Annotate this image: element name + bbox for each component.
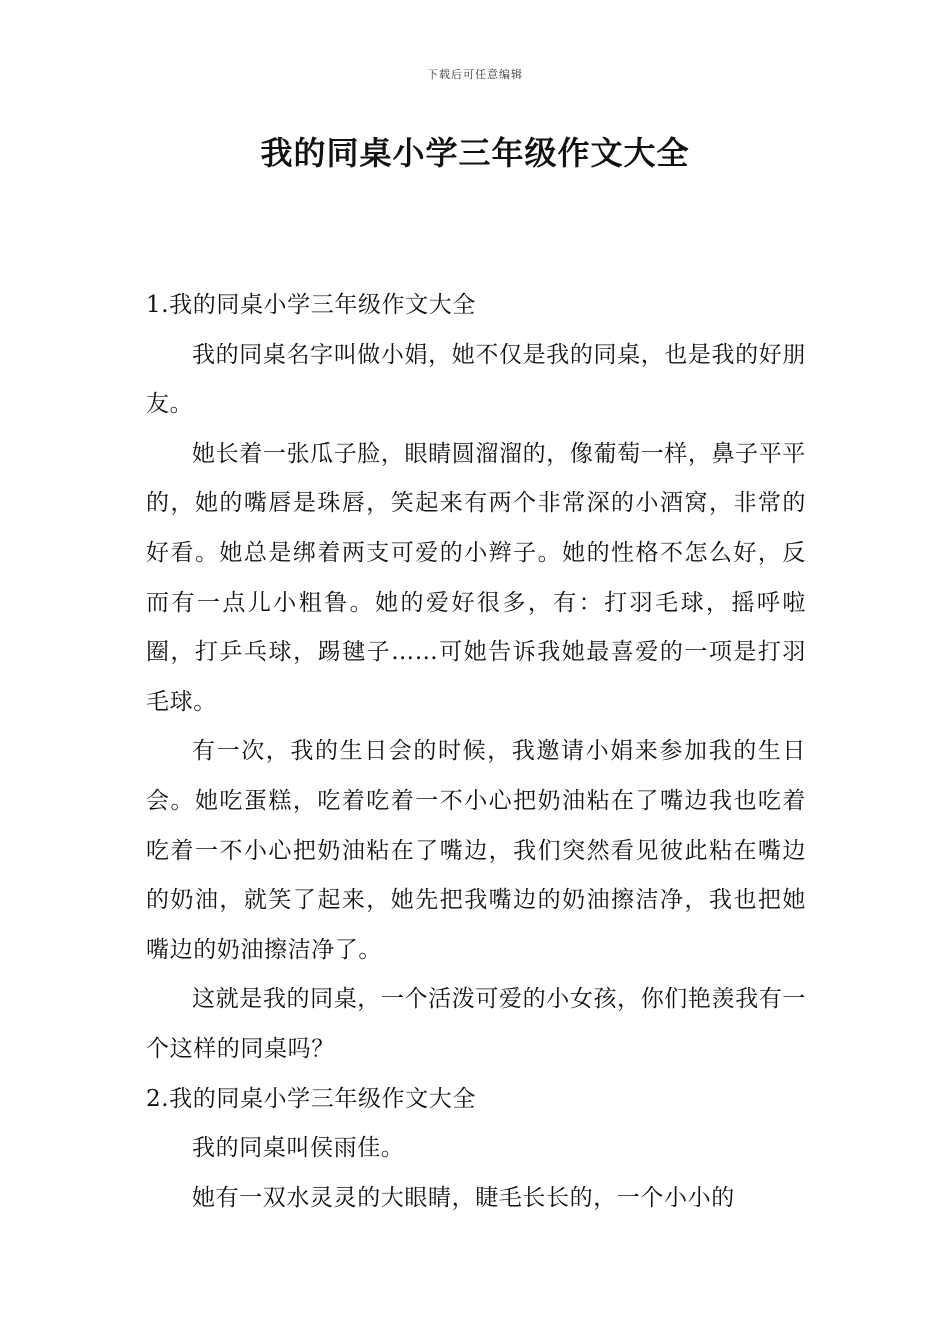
paragraph: 她有一双水灵灵的大眼睛，睫毛长长的，一个小小的	[192, 1184, 735, 1211]
document-body	[146, 281, 806, 1223]
paragraph: 我的同桌叫侯雨佳。	[192, 1135, 405, 1162]
paragraph: 有一次，我的生日会的时候，我邀请小娟来参加我的生日会。她吃蛋糕，吃着吃着一不小心把奶油粘在了嘴边我也吃着吃着一不小心把奶油粘在了嘴边，我们突然看见彼此粘在嘴边的奶油，就笑了起来，她先把我嘴边的奶油擦洁净，我也把她嘴边的奶油擦洁净了。	[146, 738, 806, 963]
paragraph: 她长着一张瓜子脸，眼睛圆溜溜的，像葡萄一样，鼻子平平的，她的嘴唇是珠唇，笑起来有两个非常深的小酒窝，非常的好看。她总是绑着两支可爱的小辫子。她的性格不怎么好，反而有一点儿小粗鲁。她的爱好很多，有：打羽毛球，摇呼啦圈，打乒乓球，踢毽子……可她告诉我她最喜爱的一项是打羽毛球。	[146, 440, 806, 715]
section-heading: 2.我的同桌小学三年级作文大全	[146, 1085, 476, 1112]
document-title: 我的同桌小学三年级作文大全	[260, 134, 690, 172]
section-heading: 1.我的同桌小学三年级作文大全	[146, 292, 476, 318]
header-note: 下载后可任意编辑	[427, 68, 523, 81]
paragraph: 这就是我的同桌，一个活泼可爱的小女孩，你们艳羡我有一个这样的同桌吗？	[146, 986, 806, 1062]
paragraph: 我的同桌名字叫做小娟，她不仅是我的同桌，也是我的好朋友。	[146, 341, 806, 418]
